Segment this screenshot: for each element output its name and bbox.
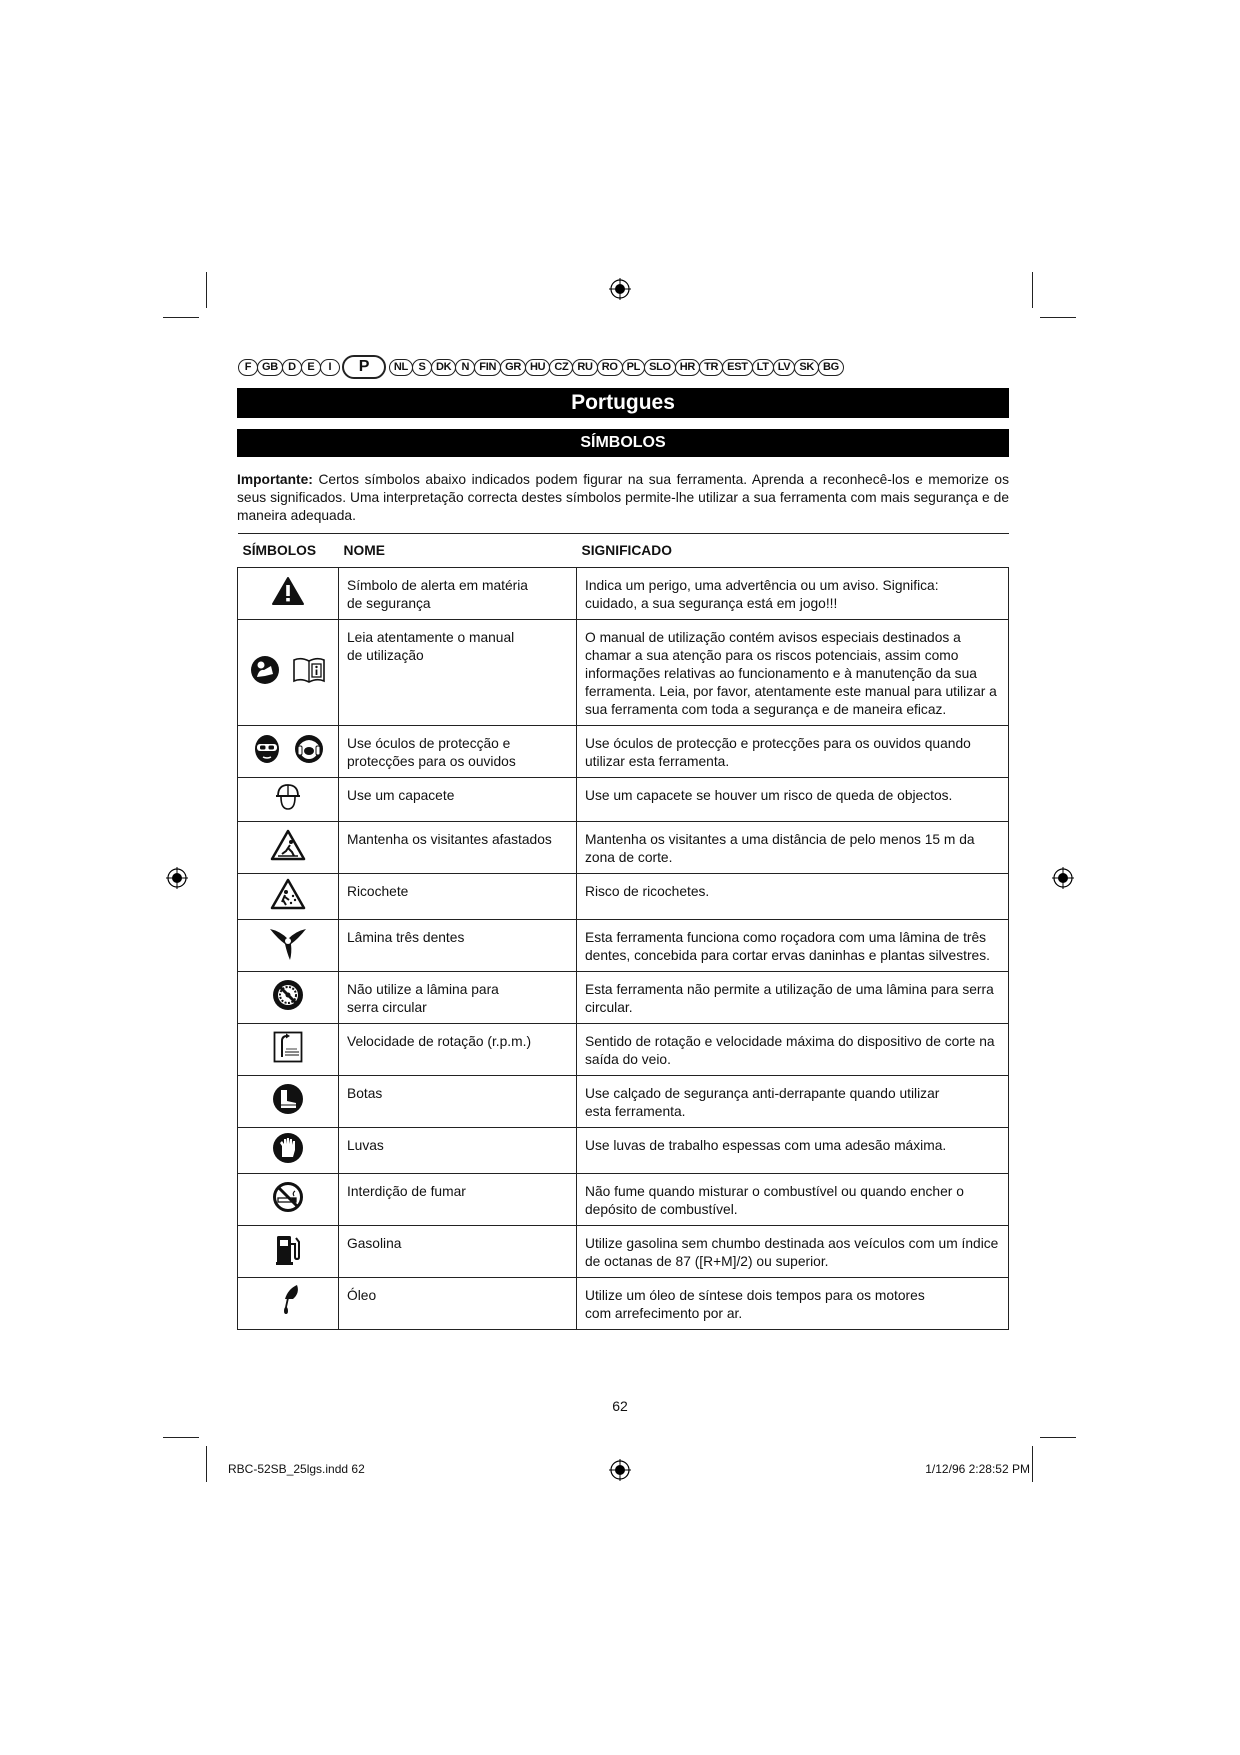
fuel-pump-icon — [274, 1232, 302, 1271]
table-row — [238, 874, 1009, 920]
boots-icon — [272, 1083, 304, 1120]
symbol-cell — [238, 920, 339, 972]
language-tab-dk: DK — [431, 359, 456, 376]
symbol-cell — [238, 874, 339, 920]
read-manual-icon — [250, 655, 280, 690]
table-row — [238, 778, 1009, 822]
rotation-speed-icon — [273, 1031, 303, 1068]
language-tab-sk: SK — [794, 359, 819, 376]
symbol-cell — [238, 1226, 339, 1278]
symbol-cell — [238, 726, 339, 778]
language-tab-tr: TR — [699, 359, 723, 376]
language-tab-nl: NL — [389, 359, 413, 376]
symbol-cell — [238, 620, 339, 726]
table-row — [238, 822, 1009, 874]
registration-mark-icon — [609, 1459, 631, 1481]
header-symbols: SÍMBOLOS — [238, 534, 339, 568]
table-row — [238, 620, 1009, 726]
symbol-meaning: O manual de utilização contém avisos especiais destinados a chamar a sua atenção para os riscos potenciais, assim como informações relativas ao funcionamento e à manutenção da sua ferramenta. Leia, por favor, atentamente este manual para utilizar a sua ferramenta com toda a segurança e de maneira eficaz. — [577, 620, 1009, 726]
symbol-meaning: Mantenha os visitantes a uma distância de pelo menos 15 m da zona de corte. — [577, 822, 1009, 874]
symbol-cell — [238, 972, 339, 1024]
registration-mark-icon — [609, 278, 631, 300]
symbol-name: Símbolo de alerta em matéria de segurança — [339, 568, 577, 620]
symbol-name: Interdição de fumar — [339, 1174, 577, 1226]
safety-alert-icon — [271, 576, 305, 611]
crop-mark — [163, 1437, 199, 1438]
symbol-meaning: Sentido de rotação e velocidade máxima do dispositivo de corte na saída do veio. — [577, 1024, 1009, 1076]
table-row — [238, 1128, 1009, 1174]
symbol-cell — [238, 1174, 339, 1226]
symbol-meaning: Indica um perigo, uma advertência ou um aviso. Significa: cuidado, a sua segurança está em jogo!!! — [577, 568, 1009, 620]
symbol-cell — [238, 778, 339, 822]
language-tab-lv: LV — [773, 359, 796, 376]
header-meaning: SIGNIFICADO — [577, 534, 1009, 568]
language-tab-i: I — [320, 359, 340, 376]
page-number: 62 — [612, 1398, 628, 1414]
crop-mark — [1032, 272, 1033, 308]
intro-text: Certos símbolos abaixo indicados podem figurar na sua ferramenta. Aprenda a reconhecê-los e memorize os seus significados. Uma interpretação correcta destes símbolos permite-lhe utilizar a sua ferramenta com mais segurança e de maneira adequada. — [237, 472, 1009, 523]
table-header-row — [238, 534, 1009, 568]
header-name: NOME — [339, 534, 577, 568]
symbol-meaning: Esta ferramenta não permite a utilização de uma lâmina para serra circular. — [577, 972, 1009, 1024]
symbol-meaning: Não fume quando misturar o combustível ou quando encher o depósito de combustível. — [577, 1174, 1009, 1226]
crop-mark — [206, 272, 207, 308]
language-tab-hr: HR — [675, 359, 700, 376]
symbol-name: Leia atentamente o manual de utilização — [339, 620, 577, 726]
crop-mark — [1040, 1437, 1076, 1438]
ear-protection-icon — [294, 734, 324, 769]
oil-icon — [275, 1283, 301, 1324]
footer-file-name: RBC-52SB_25lgs.indd 62 — [228, 1462, 365, 1476]
symbol-name: Mantenha os visitantes afastados — [339, 822, 577, 874]
symbol-cell — [238, 568, 339, 620]
symbol-cell — [238, 822, 339, 874]
language-tab-f: F — [238, 359, 258, 376]
symbol-meaning: Risco de ricochetes. — [577, 874, 1009, 920]
symbol-meaning: Utilize gasolina sem chumbo destinada aos veículos com um índice de octanas de 87 ([R+M]/2) ou superior. — [577, 1226, 1009, 1278]
table-row — [238, 1174, 1009, 1226]
language-tab-bg: BG — [818, 359, 844, 376]
symbol-meaning: Utilize um óleo de síntese dois tempos para os motores com arrefecimento por ar. — [577, 1278, 1009, 1330]
page-title: Portugues — [237, 388, 1009, 418]
symbol-name: Use um capacete — [339, 778, 577, 822]
language-tab-hu: HU — [525, 359, 550, 376]
table-row — [238, 1226, 1009, 1278]
three-tooth-blade-icon — [268, 925, 308, 966]
language-tab-lt: LT — [752, 359, 774, 376]
language-tab-n: N — [455, 359, 475, 376]
symbol-name: Velocidade de rotação (r.p.m.) — [339, 1024, 577, 1076]
registration-mark-icon — [1052, 867, 1074, 889]
table-row — [238, 972, 1009, 1024]
language-tab-gb: GB — [257, 359, 283, 376]
crop-mark — [1032, 1446, 1033, 1482]
table-row — [238, 568, 1009, 620]
table-row — [238, 1024, 1009, 1076]
intro-lead: Importante: — [237, 472, 313, 487]
language-tab-cz: CZ — [549, 359, 573, 376]
section-title: SÍMBOLOS — [237, 429, 1009, 457]
symbol-meaning: Use óculos de protecção e protecções para os ouvidos quando utilizar esta ferramenta. — [577, 726, 1009, 778]
language-tab-slo: SLO — [644, 359, 676, 376]
ricochet-icon — [270, 878, 306, 915]
language-tab-fin: FIN — [474, 359, 501, 376]
symbol-cell — [238, 1278, 339, 1330]
symbols-table — [237, 533, 1009, 1330]
symbol-name: Botas — [339, 1076, 577, 1128]
symbol-name: Luvas — [339, 1128, 577, 1174]
manual-book-icon — [292, 656, 326, 689]
crop-mark — [163, 317, 199, 318]
no-circular-saw-icon — [272, 979, 304, 1016]
table-row — [238, 1278, 1009, 1330]
table-row — [238, 726, 1009, 778]
eye-protection-icon — [252, 734, 282, 769]
symbol-meaning: Use um capacete se houver um risco de queda de objectos. — [577, 778, 1009, 822]
language-tab-pl: PL — [622, 359, 645, 376]
symbol-meaning: Use luvas de trabalho espessas com uma adesão máxima. — [577, 1128, 1009, 1174]
language-selector — [238, 355, 1008, 379]
symbol-name: Não utilize a lâmina para serra circular — [339, 972, 577, 1024]
language-tab-d: D — [282, 359, 302, 376]
language-tab-s: S — [412, 359, 432, 376]
symbol-name: Gasolina — [339, 1226, 577, 1278]
symbol-meaning: Use calçado de segurança anti-derrapante quando utilizar esta ferramenta. — [577, 1076, 1009, 1128]
footer-timestamp: 1/12/96 2:28:52 PM — [925, 1462, 1030, 1476]
symbol-name: Óleo — [339, 1278, 577, 1330]
registration-mark-icon — [166, 867, 188, 889]
table-row — [238, 920, 1009, 972]
symbol-cell — [238, 1024, 339, 1076]
symbol-name: Lâmina três dentes — [339, 920, 577, 972]
language-tab-e: E — [301, 359, 321, 376]
table-row — [238, 1076, 1009, 1128]
crop-mark — [206, 1446, 207, 1482]
symbol-name: Ricochete — [339, 874, 577, 920]
language-tab-gr: GR — [500, 359, 526, 376]
symbol-cell — [238, 1076, 339, 1128]
language-tab-est: EST — [722, 359, 753, 376]
symbol-cell — [238, 1128, 339, 1174]
no-smoking-icon — [272, 1181, 304, 1218]
gloves-icon — [272, 1132, 304, 1169]
language-tab-p: P — [342, 355, 386, 379]
symbol-name: Use óculos de protecção e protecções para os ouvidos — [339, 726, 577, 778]
symbol-meaning: Esta ferramenta funciona como roçadora com uma lâmina de três dentes, concebida para cortar ervas daninhas e plantas silvestres. — [577, 920, 1009, 972]
intro-paragraph — [237, 471, 1009, 525]
language-tab-ru: RU — [572, 359, 597, 376]
keep-bystanders-away-icon — [270, 829, 306, 866]
helmet-icon — [275, 782, 301, 817]
language-tab-ro: RO — [597, 359, 623, 376]
crop-mark — [1040, 317, 1076, 318]
